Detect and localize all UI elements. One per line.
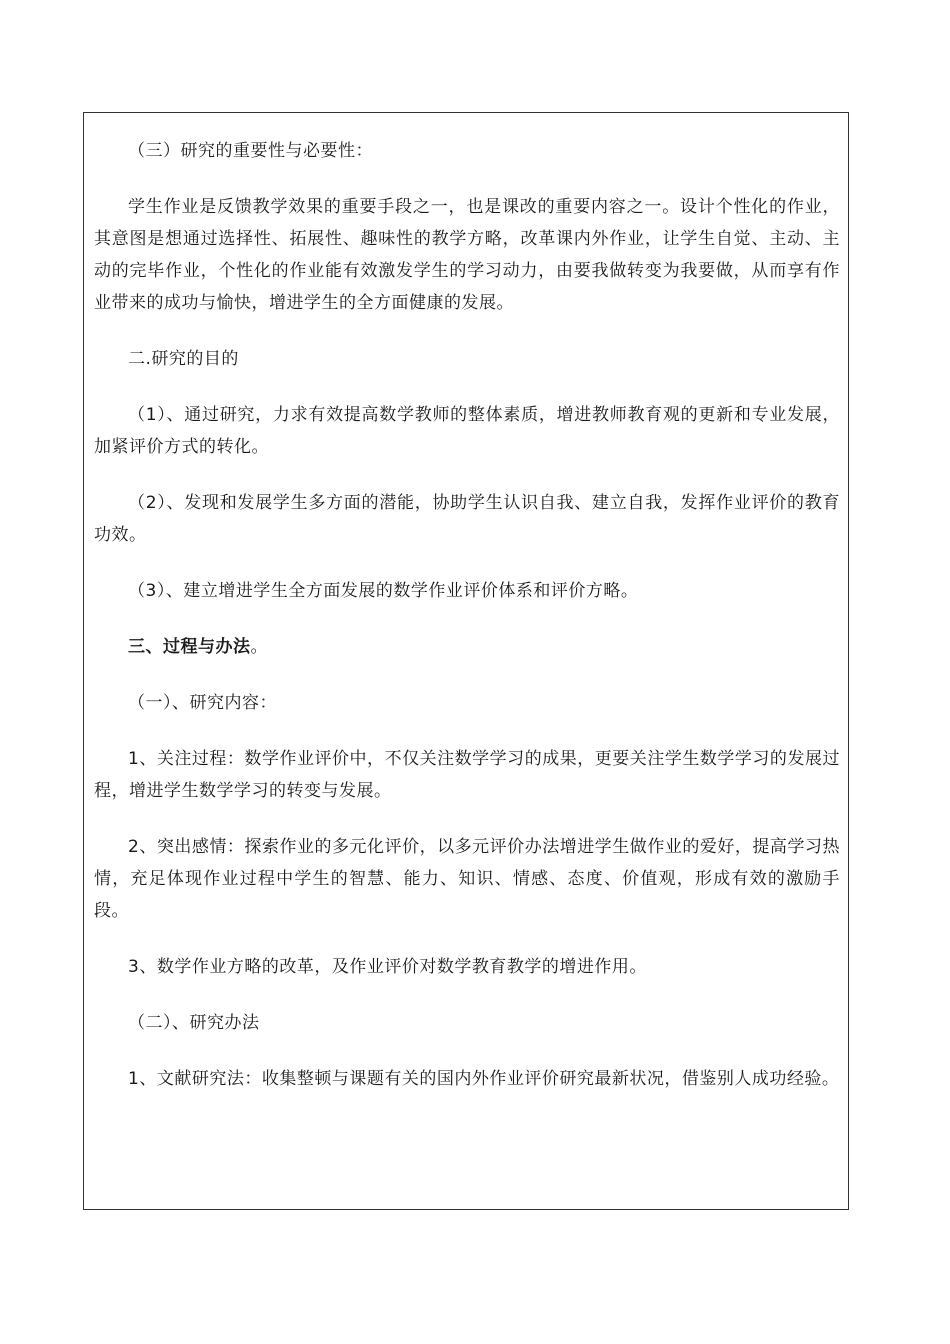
document-body: [94, 135, 840, 1095]
content-item-3: 3、数学作业方略的改革，及作业评价对数学教育教学的增进作用。: [128, 957, 647, 977]
document-frame: [83, 112, 849, 1210]
section-heading-process-suffix: 。: [250, 637, 268, 657]
section-heading-importance: （三）研究的重要性与必要性：: [128, 141, 373, 161]
subsection-heading-content: （一）、研究内容：: [128, 693, 277, 713]
section-heading-purpose: 二.研究的目的: [128, 349, 239, 369]
purpose-item-2: （2）、发现和发展学生多方面的潜能，协助学生认识自我、建立自我，发挥作业评价的教育功效。: [94, 493, 840, 545]
purpose-item-3: （3）、建立增进学生全方面发展的数学作业评价体系和评价方略。: [128, 581, 639, 601]
content-item-1: 1、关注过程：数学作业评价中，不仅关注数学学习的成果，更要关注学生数学学习的发展过程，增进学生数学学习的转变与发展。: [94, 749, 840, 801]
content-item-2: 2、突出感情：探索作业的多元化评价，以多元评价办法增进学生做作业的爱好，提高学习热情，充足体现作业过程中学生的智慧、能力、知识、情感、态度、价值观，形成有效的激励手段。: [94, 837, 840, 921]
section-heading-process: [94, 631, 840, 663]
subsection-heading-methods: （二）、研究办法: [128, 1013, 260, 1033]
purpose-item-1: （1）、通过研究，力求有效提高数学教师的整体素质，增进教师教育观的更新和专业发展，加紧评价方式的转化。: [94, 405, 840, 457]
paragraph-importance-body: 学生作业是反馈教学效果的重要手段之一，也是课改的重要内容之一。设计个性化的作业，其意图是想通过选择性、拓展性、趣味性的教学方略，改革课内外作业，让学生自觉、主动、主动的完毕作业，个性化的作业能有效激发学生的学习动力，由要我做转变为我要做，从而享有作业带来的成功与愉快，增进学生的全方面健康的发展。: [94, 197, 840, 313]
section-heading-process-text: 三、过程与办法: [128, 637, 251, 657]
methods-item-1: 1、文献研究法：收集整顿与课题有关的国内外作业评价研究最新状况，借鉴别人成功经验。: [128, 1069, 840, 1089]
